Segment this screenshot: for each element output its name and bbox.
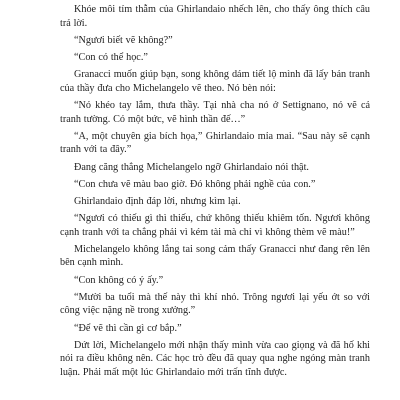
paragraph: Michelangelo không lắng tai song cảm thấy Granacci như đang rên lên bên cạnh mình.	[60, 243, 370, 269]
paragraph: “Ngươi có thiếu gì thì thiếu, chứ không thiếu khiêm tốn. Ngươi không cạnh tranh với ta chẳng phải vì kém tài mà chỉ vì không thèm vẽ màu!”	[60, 213, 370, 238]
paragraph: Dứt lời, Michelangelo mới nhận thấy mình vừa cao giọng và đã hố khi nói ra điều không nên. Các học trò đều đã quay qua nghe ngóng màn tranh luận. Phải mất một lúc Ghirlandaio mới trấn tĩnh được.	[60, 339, 370, 378]
paragraph: “A, một chuyên gia bích họa,” Ghirlandaio mỉa mai. “Sau này sẽ cạnh tranh với ta đây.”	[60, 130, 370, 156]
paragraph: “Mười ba tuổi mà thế này thì khí nhỏ. Trông ngươi lại yếu ớt so với công việc nặng nề trong xưởng.”	[60, 291, 370, 317]
paragraph: “Con có thể học.”	[74, 51, 148, 63]
paragraph: Đang căng thẳng Michelangelo ngỡ Ghirlandaio nói thật.	[74, 161, 309, 173]
paragraph: Granacci muốn giúp bạn, song không dám tiết lộ mình đã lấy bản tranh của thầy đưa cho Michelangelo vẽ theo. Nó bèn nói:	[60, 69, 370, 94]
paragraph: “Con không có ý ấy.”	[74, 274, 164, 286]
paragraph: “Con chưa vẽ màu bao giờ. Đó không phải nghề của con.”	[74, 178, 316, 190]
paragraph: “Để vẽ thì cần gì cơ bắp.”	[74, 322, 182, 334]
paragraph: Ghirlandaio định đáp lời, nhưng kìm lại.	[74, 195, 241, 207]
paragraph: “Ngươi biết vẽ không?”	[74, 34, 173, 46]
paragraph: Khóe môi tím thẫm của Ghirlandaio nhếch lên, cho thấy ông thích câu trả lời.	[60, 4, 370, 29]
paragraph: “Nó khéo tay lắm, thưa thầy. Tại nhà cha nó ở Settignano, nó vẽ cả tranh tường. Có một bức, vẽ hình thần đế…”	[60, 99, 370, 125]
